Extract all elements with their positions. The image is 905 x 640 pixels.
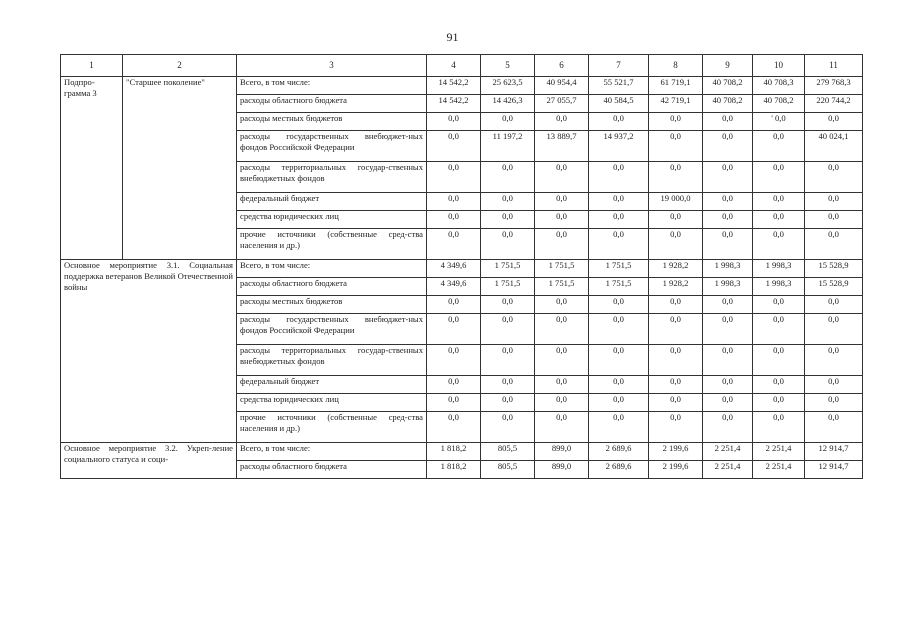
value-cell: 0,0 [649, 412, 703, 443]
value-cell: 0,0 [805, 314, 863, 345]
table-row [61, 77, 863, 95]
value-cell: 1 998,3 [703, 278, 753, 296]
value-cell: 1 751,5 [535, 278, 589, 296]
value-cell: 19 000,0 [649, 193, 703, 211]
funding-source-cell: средства юридических лиц [237, 394, 427, 412]
value-cell: 0,0 [753, 345, 805, 376]
value-cell: 0,0 [753, 131, 805, 162]
value-cell: 0,0 [535, 376, 589, 394]
value-cell: 13 889,7 [535, 131, 589, 162]
funding-source-cell: Всего, в том числе: [237, 77, 427, 95]
funding-source-cell: расходы государственных внебюджет-ных фондов Российской Федерации [237, 131, 427, 162]
value-cell: 0,0 [427, 376, 481, 394]
value-cell: 0,0 [753, 211, 805, 229]
value-cell: 0,0 [589, 314, 649, 345]
value-cell: 0,0 [703, 296, 753, 314]
header-cell: 5 [481, 55, 535, 77]
value-cell: 0,0 [703, 162, 753, 193]
value-cell: 0,0 [589, 296, 649, 314]
value-cell: 0,0 [535, 162, 589, 193]
value-cell: 0,0 [703, 314, 753, 345]
value-cell: 12 914,7 [805, 443, 863, 461]
funding-source-cell: расходы территориальных государ-ственных внебюджетных фондов [237, 162, 427, 193]
value-cell: 2 251,4 [753, 443, 805, 461]
funding-source-cell: прочие источники (собственные сред-ства населения и др.) [237, 229, 427, 260]
header-cell: 9 [703, 55, 753, 77]
value-cell: 0,0 [535, 345, 589, 376]
value-cell: 1 751,5 [481, 278, 535, 296]
value-cell: 2 199,6 [649, 443, 703, 461]
value-cell: 0,0 [427, 296, 481, 314]
measure-name-cell: Основное мероприятие 3.2. Укреп-ление социального статуса и соци- [61, 443, 237, 479]
value-cell: 0,0 [753, 314, 805, 345]
value-cell: 0,0 [481, 162, 535, 193]
value-cell: 0,0 [703, 412, 753, 443]
value-cell: 0,0 [481, 345, 535, 376]
value-cell: 0,0 [535, 193, 589, 211]
value-cell: 0,0 [535, 229, 589, 260]
value-cell: 0,0 [805, 193, 863, 211]
value-cell: 220 744,2 [805, 95, 863, 113]
value-cell: 0,0 [589, 376, 649, 394]
value-cell: 1 998,3 [753, 278, 805, 296]
value-cell: 0,0 [427, 345, 481, 376]
value-cell: 40 954,4 [535, 77, 589, 95]
value-cell: 40 024,1 [805, 131, 863, 162]
header-cell: 1 [61, 55, 123, 77]
header-cell: 8 [649, 55, 703, 77]
value-cell: 15 528,9 [805, 278, 863, 296]
funding-source-cell: федеральный бюджет [237, 193, 427, 211]
measure-name-cell: Основное мероприятие 3.1. Социальная поддержка ветеранов Великой Отечественной войны [61, 260, 237, 443]
value-cell: 0,0 [649, 162, 703, 193]
value-cell: 0,0 [427, 113, 481, 131]
value-cell: 0,0 [535, 113, 589, 131]
value-cell: 0,0 [753, 162, 805, 193]
header-row [61, 55, 863, 77]
funding-source-cell: Всего, в том числе: [237, 260, 427, 278]
value-cell: 0,0 [649, 345, 703, 376]
value-cell: 40 708,3 [753, 77, 805, 95]
header-cell: 4 [427, 55, 481, 77]
value-cell: ' 0,0 [753, 113, 805, 131]
value-cell: 1 998,3 [753, 260, 805, 278]
value-cell: 0,0 [649, 376, 703, 394]
value-cell: 0,0 [589, 193, 649, 211]
value-cell: 0,0 [649, 314, 703, 345]
value-cell: 14 542,2 [427, 77, 481, 95]
value-cell: 1 928,2 [649, 278, 703, 296]
header-cell: 11 [805, 55, 863, 77]
value-cell: 0,0 [589, 394, 649, 412]
value-cell: 0,0 [589, 211, 649, 229]
value-cell: 0,0 [481, 229, 535, 260]
value-cell: 42 719,1 [649, 95, 703, 113]
value-cell: 0,0 [427, 412, 481, 443]
value-cell: 899,0 [535, 443, 589, 461]
value-cell: 2 689,6 [589, 443, 649, 461]
value-cell: 279 768,3 [805, 77, 863, 95]
value-cell: 0,0 [703, 345, 753, 376]
value-cell: 1 998,3 [703, 260, 753, 278]
value-cell: 11 197,2 [481, 131, 535, 162]
funding-source-cell: федеральный бюджет [237, 376, 427, 394]
header-cell: 2 [123, 55, 237, 77]
table-row [61, 443, 863, 461]
value-cell: 0,0 [481, 394, 535, 412]
funding-source-cell: расходы территориальных государ-ственных внебюджетных фондов [237, 345, 427, 376]
value-cell: 0,0 [805, 113, 863, 131]
value-cell: 40 708,2 [703, 77, 753, 95]
value-cell: 0,0 [753, 394, 805, 412]
funding-source-cell: Всего, в том числе: [237, 443, 427, 461]
value-cell: 0,0 [481, 113, 535, 131]
value-cell: 15 528,9 [805, 260, 863, 278]
value-cell: 14 542,2 [427, 95, 481, 113]
value-cell: 25 623,5 [481, 77, 535, 95]
value-cell: 0,0 [427, 193, 481, 211]
value-cell: 0,0 [589, 345, 649, 376]
funding-source-cell: расходы государственных внебюджет-ных фондов Российской Федерации [237, 314, 427, 345]
value-cell: 0,0 [805, 376, 863, 394]
subprogram-title-cell: "Старшее поколение" [123, 77, 237, 260]
value-cell: 0,0 [481, 193, 535, 211]
value-cell: 1 751,5 [589, 260, 649, 278]
value-cell: 2 199,6 [649, 461, 703, 479]
value-cell: 0,0 [805, 412, 863, 443]
value-cell: 0,0 [589, 162, 649, 193]
value-cell: 1 751,5 [535, 260, 589, 278]
budget-table [60, 54, 863, 479]
value-cell: 0,0 [703, 229, 753, 260]
value-cell: 27 055,7 [535, 95, 589, 113]
value-cell: 2 251,4 [753, 461, 805, 479]
value-cell: 0,0 [805, 229, 863, 260]
value-cell: 0,0 [753, 412, 805, 443]
value-cell: 0,0 [649, 211, 703, 229]
value-cell: 0,0 [427, 131, 481, 162]
value-cell: 0,0 [649, 131, 703, 162]
header-cell: 10 [753, 55, 805, 77]
header-cell: 3 [237, 55, 427, 77]
value-cell: 0,0 [481, 314, 535, 345]
value-cell: 0,0 [649, 296, 703, 314]
value-cell: 0,0 [753, 296, 805, 314]
subprogram-cell: Подпро-грамма 3 [61, 77, 123, 260]
value-cell: 0,0 [589, 412, 649, 443]
value-cell: 1 818,2 [427, 443, 481, 461]
table-body [61, 77, 863, 479]
value-cell: 0,0 [535, 211, 589, 229]
value-cell: 14 937,2 [589, 131, 649, 162]
value-cell: 0,0 [427, 162, 481, 193]
value-cell: 4 349,6 [427, 278, 481, 296]
value-cell: 0,0 [649, 394, 703, 412]
value-cell: 0,0 [805, 394, 863, 412]
value-cell: 0,0 [805, 211, 863, 229]
value-cell: 899,0 [535, 461, 589, 479]
value-cell: 0,0 [481, 296, 535, 314]
funding-source-cell: прочие источники (собственные сред-ства населения и др.) [237, 412, 427, 443]
value-cell: 2 251,4 [703, 443, 753, 461]
value-cell: 0,0 [703, 211, 753, 229]
funding-source-cell: расходы областного бюджета [237, 461, 427, 479]
value-cell: 55 521,7 [589, 77, 649, 95]
value-cell: 40 708,2 [703, 95, 753, 113]
value-cell: 0,0 [427, 394, 481, 412]
value-cell: 1 818,2 [427, 461, 481, 479]
value-cell: 0,0 [535, 412, 589, 443]
value-cell: 0,0 [703, 376, 753, 394]
value-cell: 14 426,3 [481, 95, 535, 113]
value-cell: 0,0 [753, 193, 805, 211]
header-cell: 7 [589, 55, 649, 77]
value-cell: 40 584,5 [589, 95, 649, 113]
value-cell: 61 719,1 [649, 77, 703, 95]
value-cell: 0,0 [649, 229, 703, 260]
value-cell: 1 751,5 [481, 260, 535, 278]
value-cell: 40 708,2 [753, 95, 805, 113]
funding-source-cell: расходы областного бюджета [237, 95, 427, 113]
value-cell: 0,0 [589, 113, 649, 131]
value-cell: 0,0 [805, 296, 863, 314]
value-cell: 2 251,4 [703, 461, 753, 479]
value-cell: 0,0 [805, 162, 863, 193]
value-cell: 0,0 [753, 376, 805, 394]
value-cell: 0,0 [703, 113, 753, 131]
value-cell: 0,0 [703, 394, 753, 412]
value-cell: 2 689,6 [589, 461, 649, 479]
value-cell: 0,0 [535, 314, 589, 345]
funding-source-cell: расходы областного бюджета [237, 278, 427, 296]
header-cell: 6 [535, 55, 589, 77]
value-cell: 0,0 [481, 376, 535, 394]
page-number: 91 [446, 30, 459, 44]
value-cell: 0,0 [535, 296, 589, 314]
value-cell: 805,5 [481, 443, 535, 461]
funding-source-cell: средства юридических лиц [237, 211, 427, 229]
value-cell: 0,0 [703, 131, 753, 162]
funding-source-cell: расходы местных бюджетов [237, 113, 427, 131]
value-cell: 0,0 [427, 229, 481, 260]
value-cell: 0,0 [427, 314, 481, 345]
table-row [61, 260, 863, 278]
value-cell: 0,0 [427, 211, 481, 229]
funding-source-cell: расходы местных бюджетов [237, 296, 427, 314]
value-cell: 12 914,7 [805, 461, 863, 479]
value-cell: 1 751,5 [589, 278, 649, 296]
value-cell: 0,0 [649, 113, 703, 131]
value-cell: 0,0 [703, 193, 753, 211]
value-cell: 0,0 [481, 211, 535, 229]
value-cell: 0,0 [535, 394, 589, 412]
value-cell: 805,5 [481, 461, 535, 479]
value-cell: 0,0 [589, 229, 649, 260]
value-cell: 4 349,6 [427, 260, 481, 278]
value-cell: 0,0 [753, 229, 805, 260]
value-cell: 0,0 [481, 412, 535, 443]
value-cell: 0,0 [805, 345, 863, 376]
value-cell: 1 928,2 [649, 260, 703, 278]
